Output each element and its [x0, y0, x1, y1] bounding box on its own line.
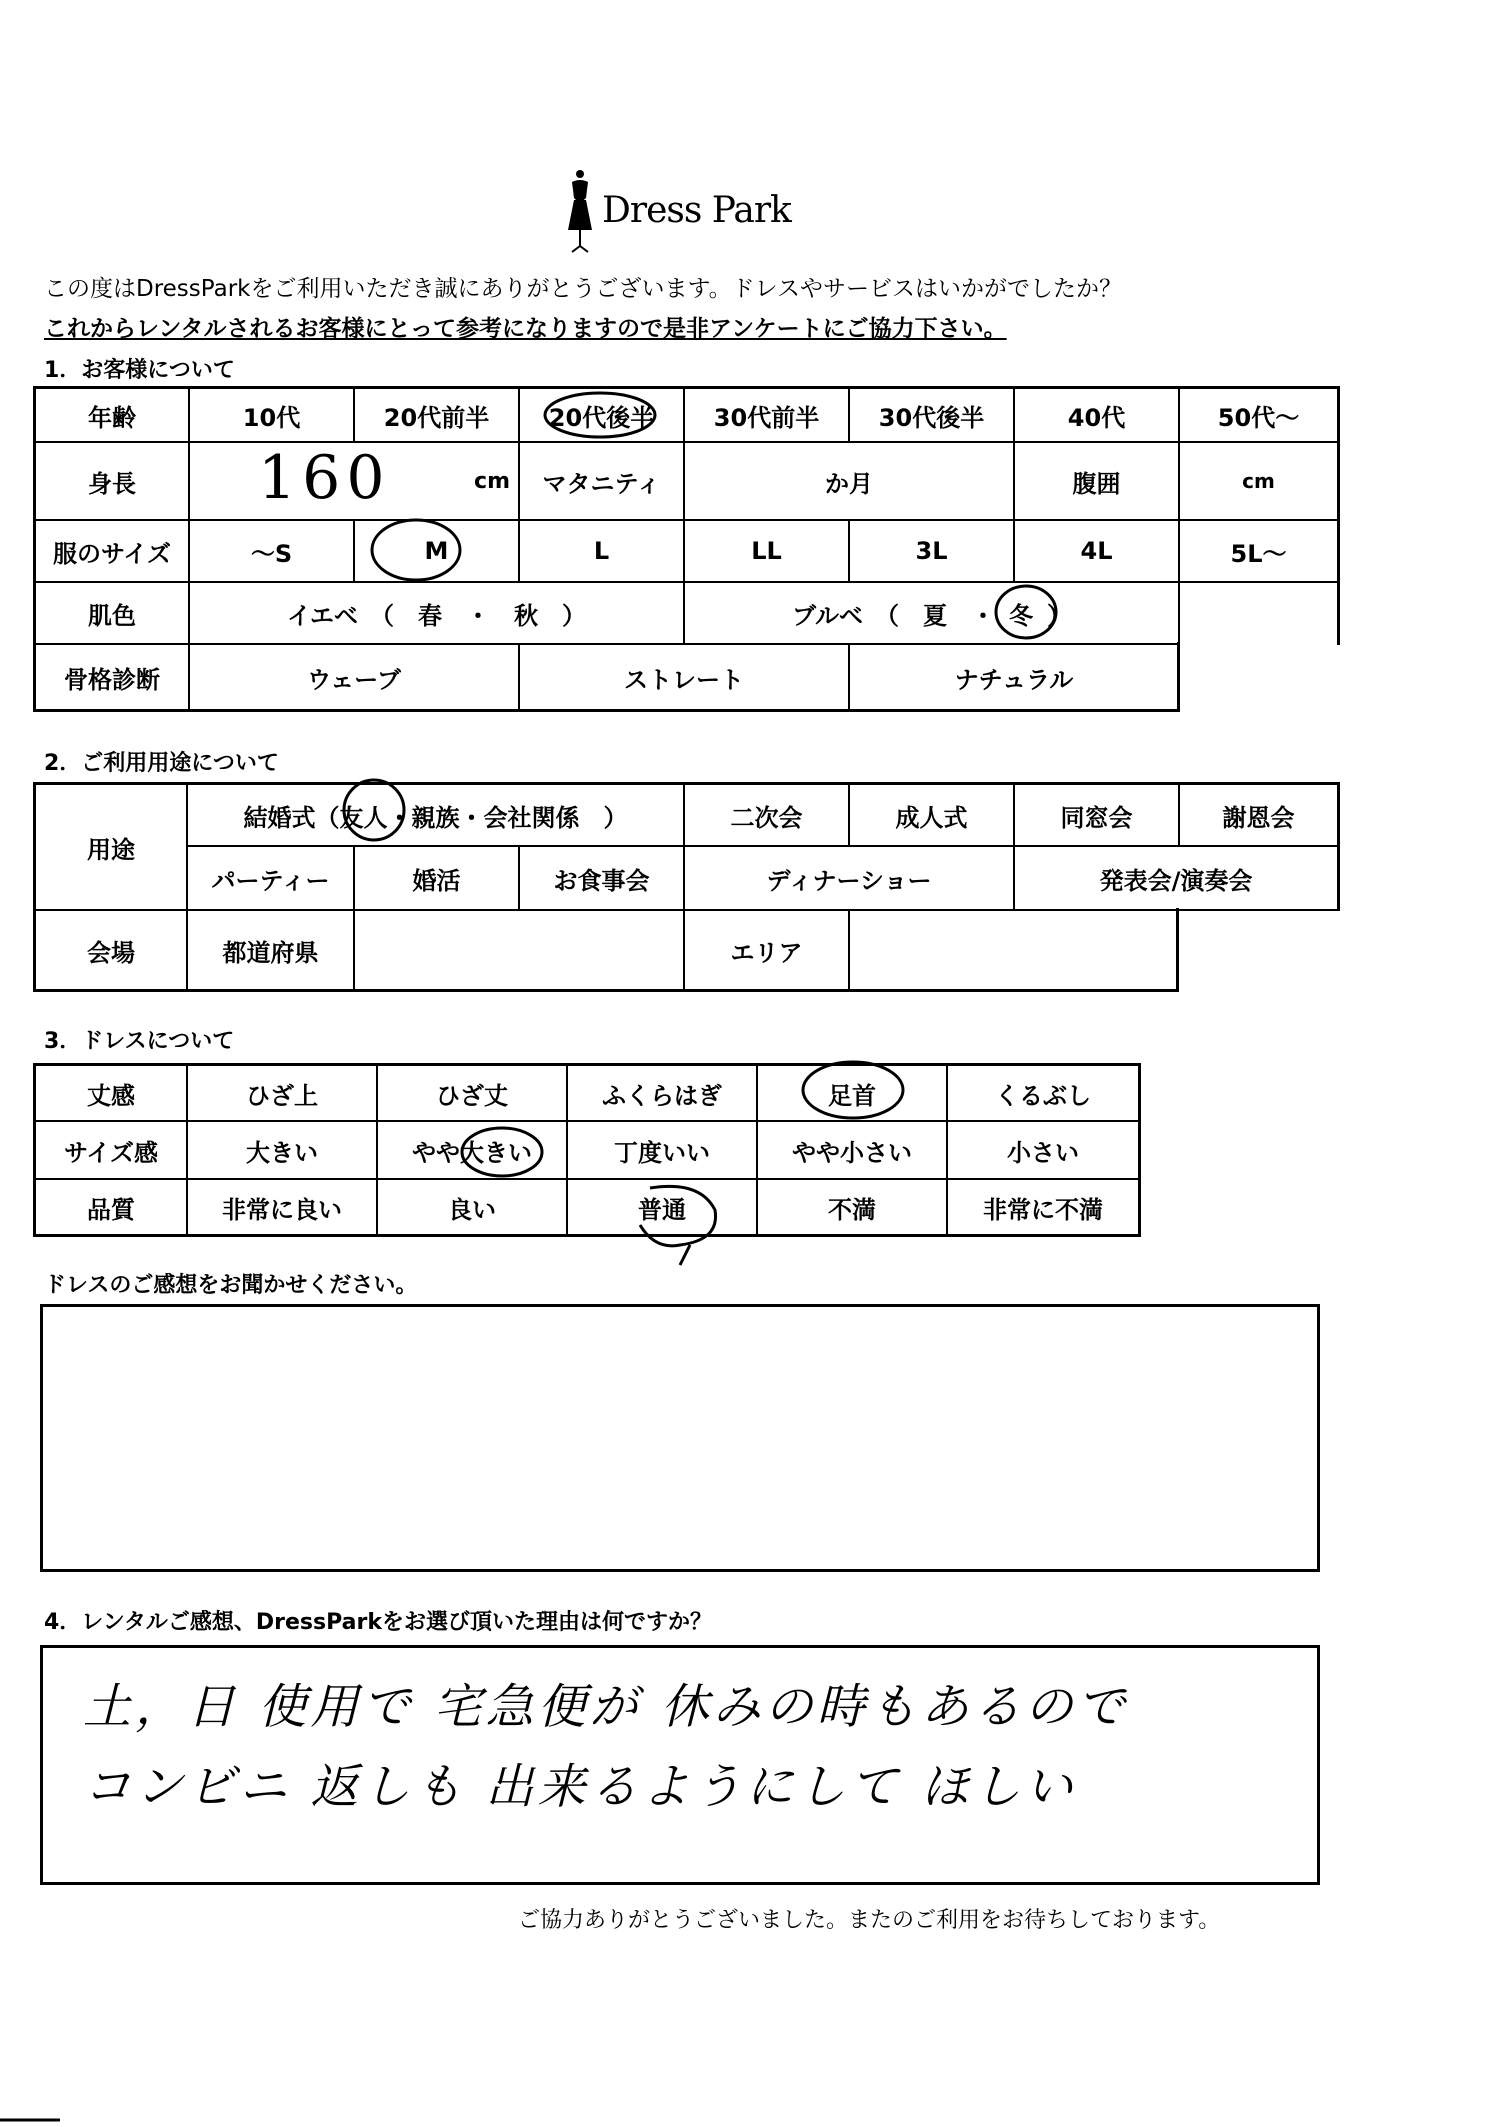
section2-title: 2．ご利用用途について — [44, 751, 279, 776]
quality-label: 品質 — [36, 1180, 188, 1234]
height-label: 身長 — [36, 443, 190, 521]
fit-option[interactable]: 丁度いい — [568, 1122, 758, 1180]
purpose-table — [33, 782, 1340, 992]
fit-option[interactable]: やや小さい — [758, 1122, 948, 1180]
size-option-selected[interactable]: M — [355, 521, 520, 583]
wedding-suffix: ・親族・会社関係 ） — [387, 803, 628, 832]
purpose-option[interactable]: お食事会 — [520, 847, 685, 911]
frame-option[interactable]: ナチュラル — [850, 645, 1180, 709]
quality-option[interactable]: 非常に不満 — [983, 1195, 1103, 1224]
section3-title: 3．ドレスについて — [44, 1029, 235, 1054]
height-field[interactable] — [190, 443, 520, 521]
frame-option[interactable]: ウェーブ — [190, 645, 520, 709]
purpose-option[interactable]: 謝恩会 — [1180, 785, 1337, 847]
length-label: 丈感 — [36, 1066, 188, 1122]
intro-request: これからレンタルされるお客様にとって参考になりますので是非アンケートにご協力下さい。 — [44, 316, 1007, 342]
size-option[interactable]: 5L～ — [1180, 521, 1337, 583]
section4-title: 4．レンタルご感想、DressParkをお選び頂いた理由は何ですか？ — [44, 1610, 712, 1635]
fit-option-selected[interactable]: やや大きい — [378, 1122, 568, 1180]
logo — [560, 168, 820, 258]
age-option[interactable]: 10代 — [190, 389, 355, 443]
age-option[interactable]: 20代前半 — [355, 389, 520, 443]
frame-label: 骨格診断 — [36, 645, 190, 709]
wedding-option[interactable] — [188, 785, 685, 847]
length-option[interactable]: ひざ上 — [188, 1066, 378, 1122]
age-option[interactable]: 40代 — [1015, 389, 1180, 443]
length-option[interactable]: ひざ丈 — [378, 1066, 568, 1122]
venue-divider — [1176, 908, 1179, 992]
size-label: 服のサイズ — [36, 521, 190, 583]
intro-text: この度はDressParkをご利用いただき誠にありがとうございます。ドレスやサービスはいかがでしたか？ — [44, 276, 1122, 302]
corner-mark — [1177, 709, 1180, 712]
purpose-option[interactable]: 同窓会 — [1015, 785, 1180, 847]
customer-table — [33, 386, 1340, 712]
dress-comment-label: ドレスのご感想をお聞かせください。 — [44, 1273, 418, 1298]
wedding-friend-selected[interactable]: 友人 — [339, 803, 388, 832]
size-option[interactable]: 3L — [850, 521, 1015, 583]
skin-blue-prefix: ブルベ （ 夏 ・ — [791, 601, 996, 630]
frame-option[interactable]: ストレート — [520, 645, 850, 709]
purpose-option[interactable]: ディナーショー — [685, 847, 1015, 911]
size-option[interactable]: L — [520, 521, 685, 583]
skin-blue-suffix: ） — [1047, 601, 1072, 630]
length-option[interactable]: ふくらはぎ — [568, 1066, 758, 1122]
age-label: 年齢 — [36, 389, 190, 443]
size-option[interactable]: ～S — [190, 521, 355, 583]
quality-option[interactable]: 不満 — [758, 1180, 948, 1234]
waist-label: 腹囲 — [1015, 443, 1180, 521]
frame-divider — [1177, 642, 1180, 712]
purpose-option[interactable]: 発表会/演奏会 — [1015, 847, 1337, 911]
rental-answer-line1: 土，日 使用で 宅急便が 休みの時もあるので — [83, 1679, 1129, 1735]
waist-field[interactable]: cm — [1180, 443, 1337, 521]
quality-option[interactable]: 良い — [378, 1180, 568, 1234]
skin-blue-option[interactable] — [685, 583, 1180, 645]
length-option[interactable]: くるぶし — [948, 1066, 1138, 1122]
age-option[interactable]: 30代前半 — [685, 389, 850, 443]
frame-blank-area — [1177, 645, 1347, 715]
venue-label: 会場 — [36, 911, 188, 989]
skin-winter-selected[interactable]: 冬 — [1009, 601, 1034, 630]
age-option[interactable]: 30代後半 — [850, 389, 1015, 443]
venue-blank-area — [1179, 911, 1349, 995]
size-option[interactable]: LL — [685, 521, 850, 583]
quality-option[interactable]: 非常に良い — [188, 1180, 378, 1234]
wedding-prefix: 結婚式（ — [243, 803, 340, 832]
age-option-selected[interactable]: 20代後半 — [520, 389, 685, 443]
purpose-option[interactable]: 婚活 — [355, 847, 520, 911]
prefecture-field[interactable] — [355, 911, 685, 989]
area-field[interactable] — [850, 911, 1180, 989]
dress-form-icon — [560, 168, 600, 258]
length-option-selected[interactable]: 足首 — [758, 1066, 948, 1122]
area-label: エリア — [685, 911, 850, 989]
purpose-option[interactable]: 成人式 — [850, 785, 1015, 847]
dress-table — [33, 1063, 1141, 1237]
height-unit: cm — [474, 468, 510, 494]
fit-option[interactable]: 小さい — [948, 1122, 1138, 1180]
dress-comment-field[interactable] — [40, 1304, 1320, 1572]
fit-option[interactable]: 大きい — [188, 1122, 378, 1180]
footer-thanks: ご協力ありがとうございました。またのご利用をお待ちしております。 — [518, 1908, 1221, 1933]
skin-label: 肌色 — [36, 583, 190, 645]
rental-comment-field[interactable] — [40, 1645, 1320, 1885]
skin-yellow-option[interactable]: イエベ （ 春 ・ 秋 ） — [190, 583, 685, 645]
purpose-option[interactable]: 二次会 — [685, 785, 850, 847]
rental-answer-line2: コンビニ 返しも 出来るようにして ほしい — [83, 1759, 1077, 1815]
skin-empty — [1180, 583, 1337, 645]
maternity-label: マタニティ — [520, 443, 685, 521]
logo-wordmark: Dress Park — [602, 190, 791, 231]
maternity-months-field[interactable] — [685, 443, 1015, 521]
age-option[interactable]: 50代～ — [1180, 389, 1337, 443]
purpose-label: 用途 — [36, 785, 188, 911]
size-option[interactable]: 4L — [1015, 521, 1180, 583]
quality-option-selected[interactable]: 普通 — [568, 1180, 758, 1234]
purpose-option[interactable]: パーティー — [188, 847, 355, 911]
height-value: 160 — [258, 443, 391, 513]
fit-label: サイズ感 — [36, 1122, 188, 1180]
months-unit: か月 — [825, 469, 873, 498]
section1-title: 1．お客様について — [44, 358, 235, 383]
prefecture-label: 都道府県 — [188, 911, 355, 989]
